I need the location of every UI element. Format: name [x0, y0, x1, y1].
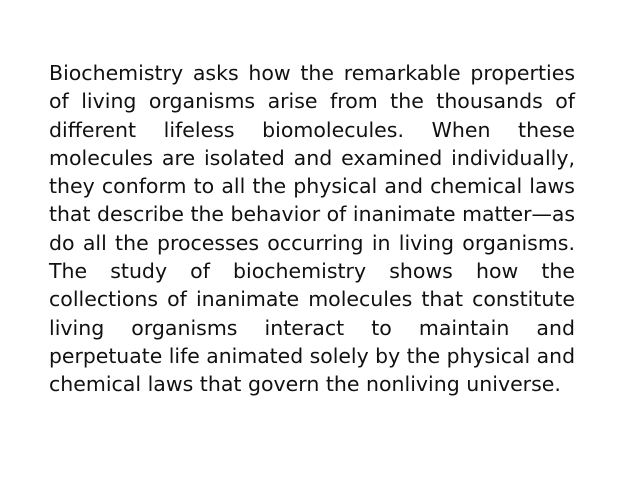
paragraph-line: molecules are isolated and examined individually, [49, 145, 575, 170]
paragraph-line: of living organisms arise from the thousands of [49, 89, 575, 114]
paragraph-line: collections of inanimate molecules that constitute [49, 287, 575, 312]
paragraph-line: Biochemistry asks how the remarkable properties [49, 61, 575, 85]
paragraph-line: The study of biochemistry shows how the [49, 259, 575, 284]
paragraph-line: perpetuate life animated solely by the physical and [49, 343, 575, 368]
paragraph-line: that describe the behavior of inanimate matter—as [49, 202, 575, 227]
paragraph-line: they conform to all the physical and chemical laws [49, 174, 575, 199]
paragraph-line: living organisms interact to maintain and [49, 315, 575, 340]
paragraph-line: chemical laws that govern the nonliving universe. [49, 372, 561, 397]
paragraph [49, 59, 575, 399]
paragraph-line: do all the processes occurring in living organisms. [49, 230, 575, 255]
paragraph-line: different lifeless biomolecules. When these [49, 117, 575, 142]
